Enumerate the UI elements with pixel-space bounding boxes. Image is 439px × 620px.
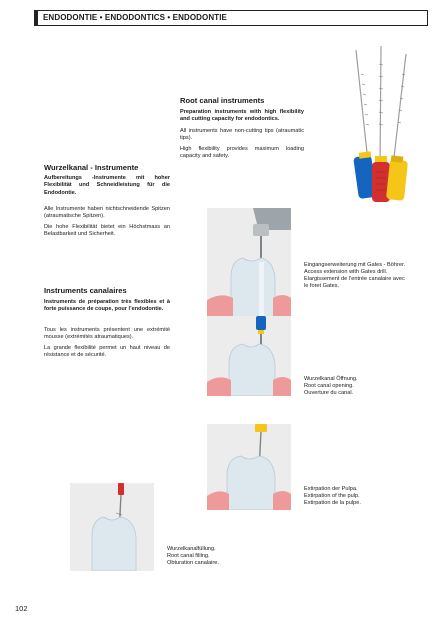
german-body-paragraph: Die hohe Flexibilität bietet ein Höchstmass an Belastbarkeit und Sicherheit. <box>44 223 170 238</box>
gates-drill-illustration <box>207 208 291 318</box>
pulp-extirpation-illustration <box>207 424 291 510</box>
french-body-paragraph: La grande flexibilité permet un haut niveau de résistance et de sécurité. <box>44 344 170 359</box>
caption-line: Extirpation of the pulp. <box>304 493 360 499</box>
english-section-lead: Preparation instruments with high flexibility and cutting capacity for endodontics. <box>180 109 304 123</box>
english-section-title: Root canal instruments <box>180 96 265 105</box>
page-number: 102 <box>15 604 28 613</box>
root-canal-filling-illustration <box>70 483 154 571</box>
german-section-title: Wurzelkanal - Instrumente <box>44 163 139 172</box>
caption-line: Obturation canalaire. <box>167 560 219 566</box>
caption-line: Extirpation der Pulpa. <box>304 486 358 492</box>
header-accent <box>35 11 38 25</box>
caption-line: Root canal filling. <box>167 553 210 559</box>
gates-drill-caption <box>304 262 405 290</box>
french-body-paragraph: Tous les instruments présentent une extrémité mousse (extrémités atraumatiques). <box>44 327 170 341</box>
caption-line: le foret Gates. <box>304 283 340 289</box>
french-section-title: Instruments canalaires <box>44 286 127 295</box>
caption-line: Elargissement de l’entrée canalaire avec <box>304 276 405 282</box>
english-body-paragraph: All instruments have non-cutting tips (atraumatic tips). <box>180 128 304 142</box>
english-section-body <box>180 128 304 161</box>
english-body-paragraph: High flexibility provides maximum loading capacity and safety. <box>180 145 304 160</box>
section-header-title: ENDODONTIE • ENDODONTICS • ENDODONTIE <box>43 13 227 22</box>
caption-line: Eingangserweiterung mit Gates - Böhrer. <box>304 262 406 268</box>
root-canal-opening-caption <box>304 376 358 397</box>
caption-line: Extirpation de la pulpe. <box>304 500 361 506</box>
caption-line: Root canal opening. <box>304 383 354 389</box>
section-header-bar <box>34 10 428 26</box>
french-section-body <box>44 327 170 360</box>
endodontic-files-photo <box>330 44 420 212</box>
caption-line: Wurzelkanalfüllung. <box>167 546 216 552</box>
root-canal-filling-caption <box>167 546 219 567</box>
pulp-extirpation-caption <box>304 486 361 507</box>
root-canal-opening-illustration <box>207 316 291 396</box>
caption-line: Ouverture du canal. <box>304 390 354 396</box>
french-section-lead: Instruments de préparation très flexibles et à forte puissance de coupe, pour l’endodontie. <box>44 299 170 313</box>
caption-line: Wurzelkanal Öffnung. <box>304 376 358 382</box>
german-section-lead: Aufbereitungs -Instrumente mit hoher Flexibilität und Schneidleistung für die Endodontie. <box>44 175 170 196</box>
caption-line: Access extension with Gates drill. <box>304 269 388 275</box>
german-body-paragraph: Alle Instrumente haben nichtschneidende Spitzen (atraumatische Spitzen). <box>44 206 170 220</box>
german-section-body <box>44 206 170 239</box>
